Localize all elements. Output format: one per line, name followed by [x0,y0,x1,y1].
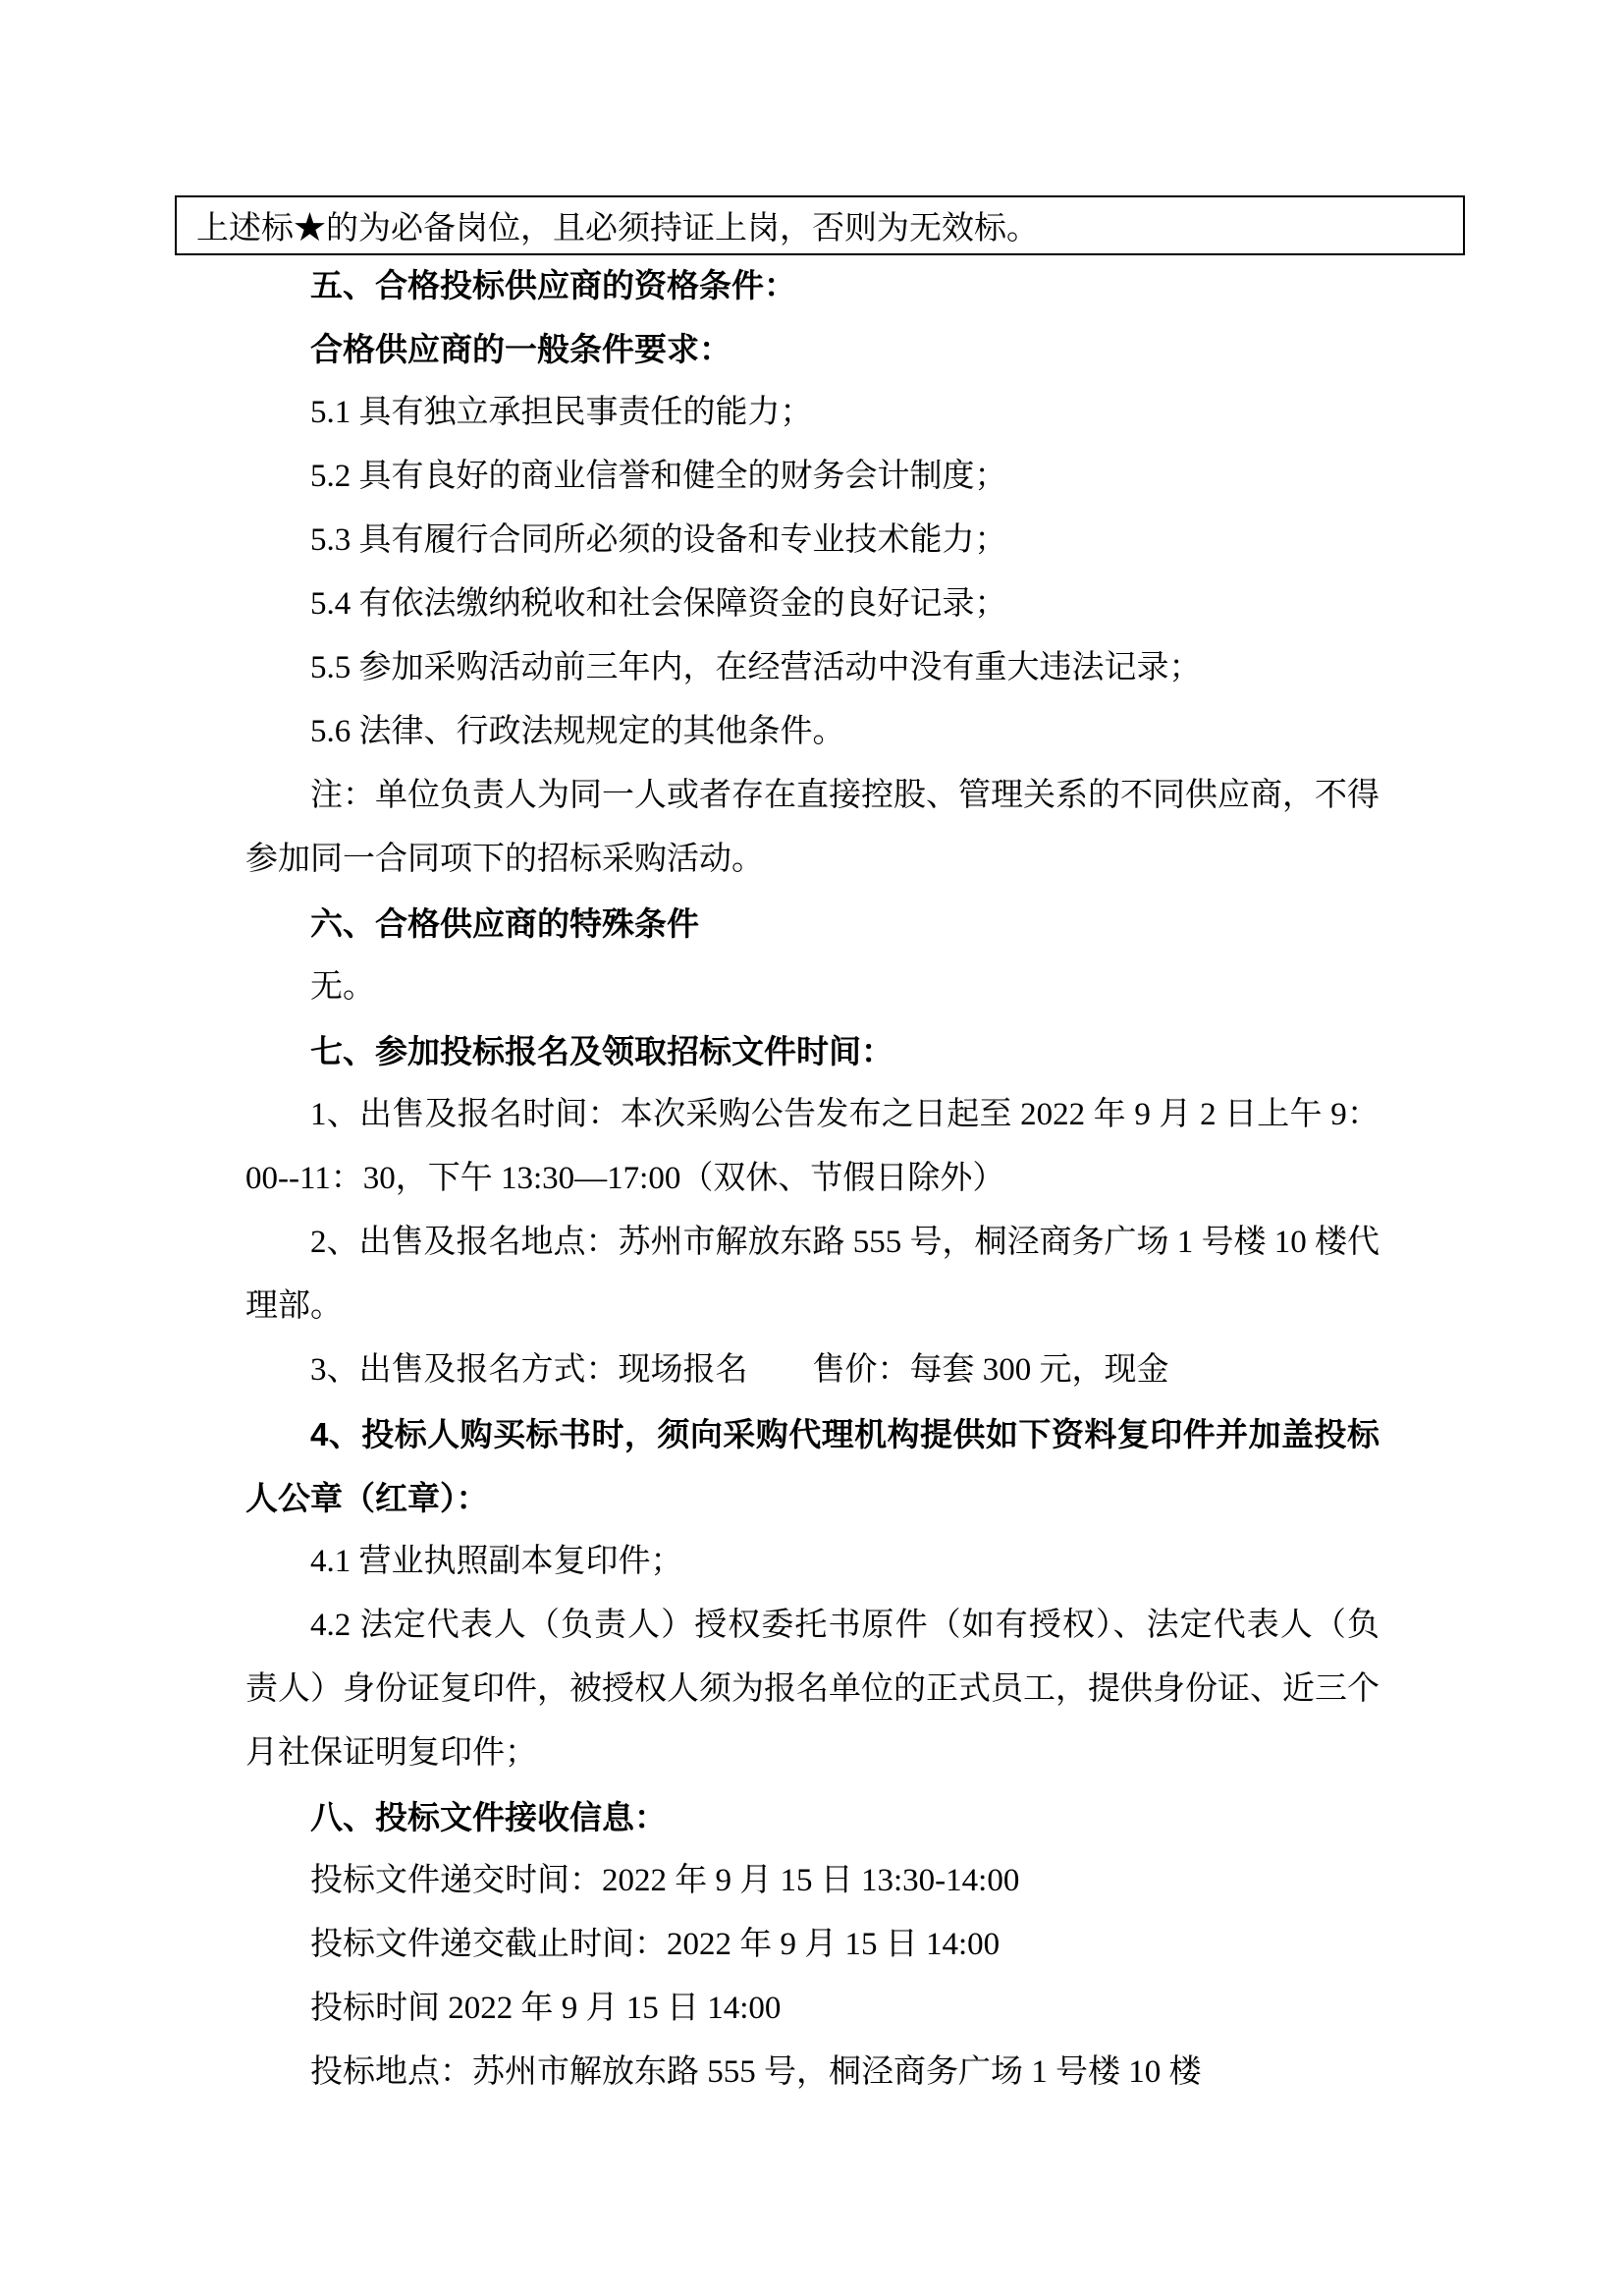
text-line: 六、合格供应商的特殊条件 [310,905,699,942]
text-line: 4、投标人购买标书时，须向采购代理机构提供如下资料复印件并加盖投标 [310,1416,1380,1452]
text-line: 投标时间 2022 年 9 月 15 日 14:00 [310,1991,782,2026]
text-line: 5.2 具有良好的商业信誉和健全的财务会计制度； [310,459,1007,494]
text-line: 无。 [310,969,375,1005]
text-line: 合格供应商的一般条件要求： [310,331,731,367]
text-line: 五、合格投标供应商的资格条件： [310,267,796,303]
text-line: 八、投标文件接收信息： [310,1799,667,1835]
text-line: 七、参加投标报名及领取招标文件时间： [310,1033,893,1069]
text-line: 4.1 营业执照副本复印件； [310,1544,683,1579]
text-line: 3、出售及报名方式：现场报名 售价：每套 300 元，现金 [310,1352,1169,1388]
text-line: 5.6 法律、行政法规规定的其他条件。 [310,714,845,749]
text-line: 1、出售及报名时间：本次采购公告发布之日起至 2022 年 9 月 2 日上午 9： [310,1097,1380,1132]
text-line: 投标地点：苏州市解放东路 555 号，桐泾商务广场 1 号楼 10 楼 [310,2054,1202,2090]
notice-box [175,195,1465,255]
text-line: 人公章（红章）： [245,1480,489,1516]
text-line: 4.2 法定代表人（负责人）授权委托书原件（如有授权）、法定代表人（负 [310,1608,1380,1643]
notice-text: 上述标★的为必备岗位，且必须持证上岗，否则为无效标。 [196,211,1039,246]
text-line: 2、出售及报名地点：苏州市解放东路 555 号，桐泾商务广场 1 号楼 10 楼代 [310,1225,1380,1260]
text-line: 责人）身份证复印件，被授权人须为报名单位的正式员工，提供身份证、近三个 [245,1671,1380,1707]
text-line: 5.4 有依法缴纳税收和社会保障资金的良好记录； [310,586,1007,622]
text-line: 投标文件递交截止时间：2022 年 9 月 15 日 14:00 [310,1927,1001,1962]
text-line: 5.1 具有独立承担民事责任的能力； [310,395,813,430]
document-body [245,253,1380,2105]
text-line: 投标文件递交时间：2022 年 9 月 15 日 13:30-14:00 [310,1863,1020,1898]
text-line: 5.3 具有履行合同所必须的设备和专业技术能力； [310,522,1007,558]
text-line: 参加同一合同项下的招标采购活动。 [245,842,764,877]
text-line: 理部。 [245,1288,343,1324]
text-line: 00--11：30，下午 13:30—17:00（双休、节假日除外） [245,1161,1005,1196]
text-line: 注：单位负责人为同一人或者存在直接控股、管理关系的不同供应商，不得 [310,778,1380,813]
text-line: 月社保证明复印件； [245,1735,537,1771]
text-line: 5.5 参加采购活动前三年内，在经营活动中没有重大违法记录； [310,650,1202,685]
